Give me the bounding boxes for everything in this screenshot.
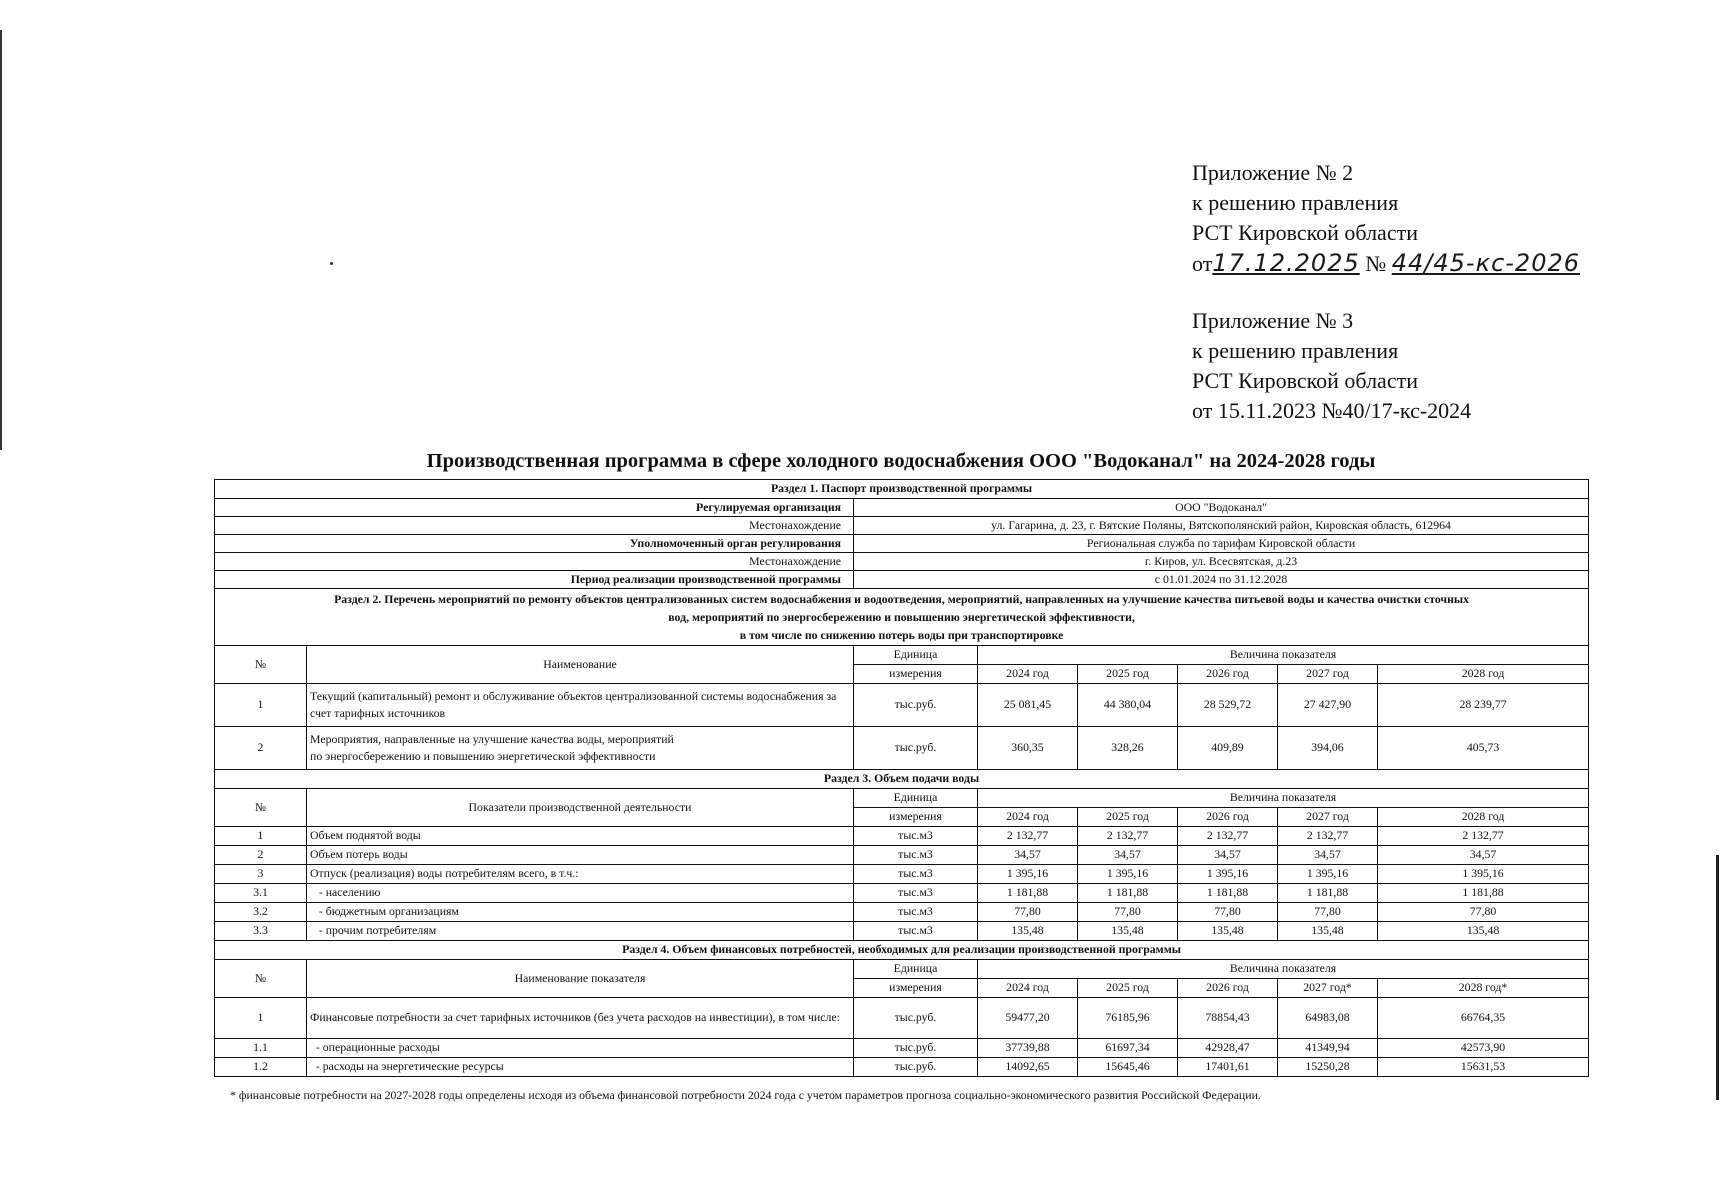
col-header-name: Наименование показателя: [307, 960, 854, 998]
row-value: 28 239,77: [1378, 684, 1589, 727]
row-value: 42928,47: [1178, 1039, 1278, 1058]
appendix-3-line-2: к решению правления: [1192, 338, 1399, 363]
row-value: 34,57: [1378, 846, 1589, 865]
row-name: - расходы на энергетические ресурсы: [307, 1058, 854, 1077]
row-number: 3: [215, 865, 307, 884]
row-name: - бюджетным организациям: [307, 903, 854, 922]
row-value: 1 395,16: [1378, 865, 1589, 884]
row-number: 2: [215, 846, 307, 865]
scan-edge-mark: [1716, 855, 1719, 1100]
row-value: 15250,28: [1278, 1058, 1378, 1077]
handwritten-number: 44/45-кс-2026: [1391, 249, 1581, 277]
row-value: 1 181,88: [978, 884, 1078, 903]
col-header-year: 2027 год: [1278, 808, 1378, 827]
row-unit: тыс.руб.: [854, 1058, 978, 1077]
row-value: 77,80: [1278, 903, 1378, 922]
row-value: 1 395,16: [1278, 865, 1378, 884]
passport-row: [215, 535, 1589, 553]
row-number: 1: [215, 998, 307, 1039]
col-header-year: 2028 год*: [1378, 979, 1589, 998]
row-value: 135,48: [1178, 922, 1278, 941]
row-value: 360,35: [978, 727, 1078, 770]
row-value: 34,57: [1078, 846, 1178, 865]
appendix-2-line-3: РСТ Кировской области: [1192, 220, 1418, 245]
row-value: 41349,94: [1278, 1039, 1378, 1058]
row-value: 34,57: [1178, 846, 1278, 865]
col-header-unit-2: измерения: [854, 665, 978, 684]
row-unit: тыс.м3: [854, 922, 978, 941]
row-unit: тыс.руб.: [854, 1039, 978, 1058]
passport-value: с 01.01.2024 по 31.12.2028: [854, 571, 1589, 589]
section-4-title: Раздел 4. Объем финансовых потребностей, необходимых для реализации производственной программы: [215, 941, 1589, 960]
row-value: 28 529,72: [1178, 684, 1278, 727]
row-unit: тыс.м3: [854, 903, 978, 922]
passport-row: [215, 553, 1589, 571]
section-2-title: [215, 589, 1589, 646]
col-header-unit: Единица: [854, 960, 978, 979]
passport-value: ООО "Водоканал": [854, 499, 1589, 517]
row-number: 1.2: [215, 1058, 307, 1077]
finance-row: [215, 998, 1589, 1039]
row-value: 405,73: [1378, 727, 1589, 770]
col-header-no: №: [215, 789, 307, 827]
row-number: 3.1: [215, 884, 307, 903]
row-number: 3.2: [215, 903, 307, 922]
section-1-title: Раздел 1. Паспорт производственной программы: [215, 480, 1589, 499]
row-value: 328,26: [1078, 727, 1178, 770]
row-name-line: Текущий (капитальный) ремонт и обслуживание объектов централизованной системы водоснабжения за: [310, 689, 837, 703]
row-name-line: счет тарифных источников: [310, 706, 446, 720]
col-header-year: 2028 год: [1378, 665, 1589, 684]
passport-row: [215, 499, 1589, 517]
col-header-no: №: [215, 646, 307, 684]
col-header-year: 2025 год: [1078, 979, 1178, 998]
row-name-line: по энергосбережению и повышению энергетической эффективности: [310, 749, 656, 763]
passport-label: Местонахождение: [215, 517, 854, 535]
section-3-head-row: [215, 789, 1589, 808]
row-value: 61697,34: [1078, 1039, 1178, 1058]
footnote: * финансовые потребности на 2027-2028 годы определены исходя из объема финансовой потребности 2024 года с учетом параметров прогноза социально-экономического развития Российской Федерации.: [230, 1088, 1261, 1102]
appendix-2-line-2: к решению правления: [1192, 190, 1399, 215]
row-value: 44 380,04: [1078, 684, 1178, 727]
measure-row: [215, 684, 1589, 727]
section-4-head-row: [215, 960, 1589, 979]
row-value: 1 181,88: [1178, 884, 1278, 903]
row-name: [307, 727, 854, 770]
row-value: 15631,53: [1378, 1058, 1589, 1077]
finance-row: [215, 1058, 1589, 1077]
section-3-header-row: [215, 770, 1589, 789]
row-name: - операционные расходы: [307, 1039, 854, 1058]
volume-row: [215, 846, 1589, 865]
col-header-year: 2025 год: [1078, 665, 1178, 684]
row-name: - населению: [307, 884, 854, 903]
handwritten-date: 17.12.2025: [1212, 249, 1360, 277]
col-header-name: Показатели производственной деятельности: [307, 789, 854, 827]
col-header-year: 2024 год: [978, 665, 1078, 684]
section-2-head-row: [215, 646, 1589, 665]
appendix-2-from: от: [1192, 251, 1213, 276]
col-header-name: Наименование: [307, 646, 854, 684]
row-value: 1 181,88: [1278, 884, 1378, 903]
row-name-line: Мероприятия, направленные на улучшение качества воды, мероприятий: [310, 732, 674, 746]
volume-row: [215, 903, 1589, 922]
col-header-value: Величина показателя: [978, 789, 1589, 808]
row-value: 135,48: [978, 922, 1078, 941]
row-value: 25 081,45: [978, 684, 1078, 727]
row-unit: тыс.руб.: [854, 684, 978, 727]
col-header-year: 2026 год: [1178, 979, 1278, 998]
row-unit: тыс.м3: [854, 827, 978, 846]
row-number: 2: [215, 727, 307, 770]
appendix-2-line-4: [1192, 248, 1580, 279]
row-value: 66764,35: [1378, 998, 1589, 1039]
col-header-year: 2024 год: [978, 808, 1078, 827]
row-value: 1 395,16: [978, 865, 1078, 884]
row-value: 2 132,77: [1178, 827, 1278, 846]
appendix-2-num-sign: №: [1365, 251, 1387, 276]
appendix-2-block: [1192, 158, 1580, 279]
section-2-header-row: [215, 589, 1589, 646]
row-value: 77,80: [1078, 903, 1178, 922]
row-unit: тыс.руб.: [854, 998, 978, 1039]
appendix-3-line-3: РСТ Кировской области: [1192, 368, 1418, 393]
section-3-title: Раздел 3. Объем подачи воды: [215, 770, 1589, 789]
col-header-year: 2026 год: [1178, 665, 1278, 684]
row-value: 2 132,77: [978, 827, 1078, 846]
row-value: 15645,46: [1078, 1058, 1178, 1077]
row-value: 64983,08: [1278, 998, 1378, 1039]
row-value: 34,57: [1278, 846, 1378, 865]
row-value: 27 427,90: [1278, 684, 1378, 727]
section-4-header-row: [215, 941, 1589, 960]
passport-row: [215, 571, 1589, 589]
row-value: 17401,61: [1178, 1058, 1278, 1077]
row-unit: тыс.м3: [854, 846, 978, 865]
row-value: 2 132,77: [1378, 827, 1589, 846]
section-1-header-row: [215, 480, 1589, 499]
col-header-year: 2027 год*: [1278, 979, 1378, 998]
col-header-year: 2025 год: [1078, 808, 1178, 827]
row-value: 1 395,16: [1078, 865, 1178, 884]
row-value: 77,80: [1178, 903, 1278, 922]
scan-dot: [330, 262, 333, 265]
passport-value: Региональная служба по тарифам Кировской области: [854, 535, 1589, 553]
col-header-year: 2028 год: [1378, 808, 1589, 827]
row-value: 409,89: [1178, 727, 1278, 770]
volume-row: [215, 827, 1589, 846]
passport-value: ул. Гагарина, д. 23, г. Вятские Поляны, Вятскополянский район, Кировская область, 612964: [854, 517, 1589, 535]
row-name: Финансовые потребности за счет тарифных источников (без учета расходов на инвестиции), в том числе:: [307, 998, 854, 1039]
col-header-year: 2027 год: [1278, 665, 1378, 684]
appendix-3-block: [1192, 306, 1471, 426]
col-header-no: №: [215, 960, 307, 998]
col-header-year: 2026 год: [1178, 808, 1278, 827]
row-unit: тыс.руб.: [854, 727, 978, 770]
row-value: 2 132,77: [1078, 827, 1178, 846]
row-name: - прочим потребителям: [307, 922, 854, 941]
row-value: 77,80: [978, 903, 1078, 922]
passport-row: [215, 517, 1589, 535]
row-value: 42573,90: [1378, 1039, 1589, 1058]
row-number: 1.1: [215, 1039, 307, 1058]
section-2-title-line: вод, мероприятий по энергосбережению и повышению энергетической эффективности,: [668, 610, 1135, 624]
appendix-3-line-4: от 15.11.2023 №40/17-кс-2024: [1192, 398, 1472, 423]
col-header-unit: Единица: [854, 646, 978, 665]
col-header-year: 2024 год: [978, 979, 1078, 998]
row-value: 14092,65: [978, 1058, 1078, 1077]
row-value: 2 132,77: [1278, 827, 1378, 846]
scan-edge-line: [0, 30, 2, 450]
row-value: 34,57: [978, 846, 1078, 865]
passport-label: Период реализации производственной программы: [215, 571, 854, 589]
passport-label: Местонахождение: [215, 553, 854, 571]
row-value: 1 395,16: [1178, 865, 1278, 884]
row-value: 135,48: [1378, 922, 1589, 941]
row-value: 59477,20: [978, 998, 1078, 1039]
finance-row: [215, 1039, 1589, 1058]
row-value: 135,48: [1278, 922, 1378, 941]
section-2-title-line: в том числе по снижению потерь воды при транспортировке: [739, 628, 1064, 642]
row-name: [307, 684, 854, 727]
measure-row: [215, 727, 1589, 770]
volume-row: [215, 865, 1589, 884]
row-number: 3.3: [215, 922, 307, 941]
row-unit: тыс.м3: [854, 865, 978, 884]
row-value: 135,48: [1078, 922, 1178, 941]
col-header-unit-2: измерения: [854, 979, 978, 998]
row-value: 78854,43: [1178, 998, 1278, 1039]
row-value: 394,06: [1278, 727, 1378, 770]
passport-value: г. Киров, ул. Всесвятская, д.23: [854, 553, 1589, 571]
row-name: Отпуск (реализация) воды потребителям всего, в т.ч.:: [307, 865, 854, 884]
row-name: Объем поднятой воды: [307, 827, 854, 846]
appendix-3-line-1: Приложение № 3: [1192, 308, 1354, 333]
row-value: 1 181,88: [1378, 884, 1589, 903]
document-title: Производственная программа в сфере холодного водоснабжения ООО "Водоканал" на 2024-2028 годы: [426, 450, 1376, 472]
row-value: 77,80: [1378, 903, 1589, 922]
row-number: 1: [215, 827, 307, 846]
row-number: 1: [215, 684, 307, 727]
row-unit: тыс.м3: [854, 884, 978, 903]
col-header-value: Величина показателя: [978, 646, 1589, 665]
volume-row: [215, 922, 1589, 941]
row-value: 76185,96: [1078, 998, 1178, 1039]
passport-label: Регулируемая организация: [215, 499, 854, 517]
col-header-unit-2: измерения: [854, 808, 978, 827]
section-2-title-line: Раздел 2. Перечень мероприятий по ремонту объектов централизованных систем водоснабжения и водоотведения, мероприятий, направленных на улучшение качества питьевой воды и качества очистки сточных: [334, 592, 1469, 606]
volume-row: [215, 884, 1589, 903]
row-value: 37739,88: [978, 1039, 1078, 1058]
appendix-2-line-1: Приложение № 2: [1192, 160, 1354, 185]
row-value: 1 181,88: [1078, 884, 1178, 903]
col-header-value: Величина показателя: [978, 960, 1589, 979]
passport-label: Уполномоченный орган регулирования: [215, 535, 854, 553]
production-program-table: [214, 479, 1589, 1077]
col-header-unit: Единица: [854, 789, 978, 808]
row-name: Объем потерь воды: [307, 846, 854, 865]
